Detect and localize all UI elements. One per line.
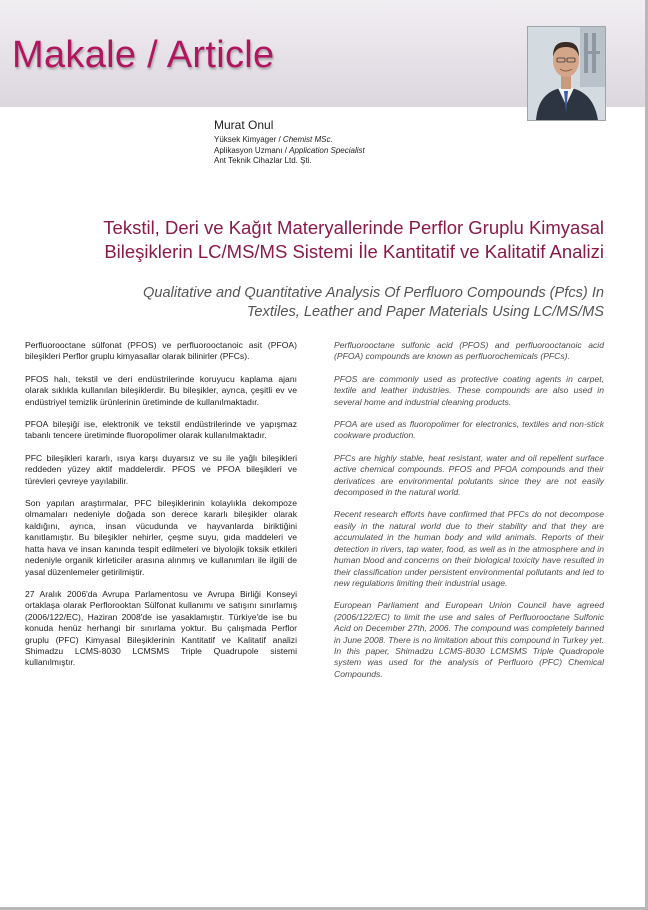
author-role-en: Application Specialist bbox=[289, 145, 365, 155]
author-role-tr: Aplikasyon Uzmanı / bbox=[214, 145, 290, 155]
body-en-paragraph: PFOS are commonly used as protective coating agents in carpet, textile and leather industries. These compounds are also used in several home and industrial cleaning products. bbox=[334, 373, 604, 407]
body-tr-paragraph: Perfluorooctane sülfonat (PFOS) ve perfluorooctanoic asit (PFOA) bileşikleri Perflor gruplu kimyasallar olarak bilinirler (PFCs). bbox=[25, 340, 297, 362]
body-tr-paragraph: Son yapılan araştırmalar, PFC bileşiklerinin kolaylıkla dekompoze olmamaları nedeniyle doğada son derece kararlı bileşikler olarak kaldığını, ayrıca, insan vücudunda ve hayvanlarda biriktiğini kanıtlamıştır. Bu bileşikler nehirler, çeşme suyu, gıda maddeleri ve hatta hava ve insan kanında tespit edilmeleri ve biyolojik toksik etkileri nedeniyle organik kirleticiler arasına alınmış ve kullanımları ile ilgili de yasal düzenlemeler getirilmiştir. bbox=[25, 498, 297, 577]
body-en-paragraph: PFOA are used as fluoropolimer for electronics, textiles and non-stick cookware production. bbox=[334, 419, 604, 441]
body-tr-paragraph: PFC bileşikleri kararlı, ısıya karşı duyarsız ve su ile yağlı bileşikleri reddeden yüzey aktif maddelerdir. PFOS ve PFOA bileşikleri ve türevleri çevreye yayılabilir. bbox=[25, 452, 297, 486]
article-title-english bbox=[20, 284, 604, 322]
author-name: Murat Onul bbox=[214, 118, 274, 132]
body-en-paragraph: Perfluorooctane sulfonic acid (PFOS) and perfluorooctanoic acid (PFOA) compounds are known as perfluorochemicals (PFCs). bbox=[334, 340, 604, 362]
author-company-line bbox=[214, 156, 514, 167]
article-title-turkish-line-1: Tekstil, Deri ve Kağıt Materyallerinde Perflor Gruplu Kimyasal bbox=[103, 217, 604, 238]
body-tr-paragraph: 27 Aralık 2006'da Avrupa Parlamentosu ve Avrupa Birliği Konseyi ortaklaşa olarak Perflorooktan Sülfonat kullanımı ve satışını sınırlamış (2006/122/EC), Haziran 2008'de ise yasaklamıştır. Türkiye'de ise bu konuda henüz herhangi bir sınırlama yoktur. Bu çalışmada Perflor gruplu (PFC) Kimyasal Bileşiklerinin Kantitatif ve Kalitatif analizi Shimadzu LCMS-8030 LCMSMS Triple Quadrupole sistemi kullanılmıştır. bbox=[25, 588, 297, 668]
body-en-paragraph: European Parliament and European Union Council have agreed (2006/122/EC) to limit the use and sales of Perfluorooctane Sulfonic Acid on December 27th, 2006. The compound was completely banned in June 2008. There is no limitation about this compound in Turkey yet. In this paper, Shimadzu LCMS-8030 LCMSMS Triple Quadropole system was used for the analysis of Perfluoro (PFC) Chemical Compounds. bbox=[334, 600, 604, 679]
header-title: Makale / Article bbox=[12, 34, 275, 76]
author-photo bbox=[527, 26, 606, 121]
body-en-paragraph: Recent research efforts have confirmed that PFCs do not decompose easily in the natural world due to their stability and that they are accumulated in the human body and wild animals. Reports of their detection in rivers, tap water, food, as well as in the atmosphere and in human blood and concerns on their biological toxicity have resulted in their classification under persistent environmental pollutants and led to new regulations limiting their industrial usage. bbox=[334, 509, 604, 588]
body-column-turkish bbox=[25, 340, 297, 680]
article-title-english-line-1: Qualitative and Quantitative Analysis Of Perfluoro Compounds (Pfcs) In bbox=[143, 285, 604, 301]
body-en-paragraph: PFCs are highly stable, heat resistant, water and oil repellent surface active chemical compounds. PFOS and PFOA compounds and their derivatices are environmental polutants since they are not easily decomposed in the natural world. bbox=[334, 452, 604, 498]
author-title-line bbox=[214, 135, 514, 146]
author-block bbox=[214, 118, 514, 167]
article-title-english-line-2: Textiles, Leather and Paper Materials Using LC/MS/MS bbox=[246, 304, 604, 320]
author-role-line bbox=[214, 146, 514, 157]
body-column-english bbox=[334, 340, 604, 691]
author-title-en: Chemist MSc. bbox=[282, 135, 333, 144]
author-title-tr: Yüksek Kimyager / bbox=[214, 135, 283, 144]
body-tr-paragraph: PFOS halı, tekstil ve deri endüstrilerinde koruyucu kaplama ajanı olarak sıklıkla kullanılan bileşiklerdir. Bu bileşikler, ayrıca, çeşitli ev ve endüstriyel temizlik ürünlerinin üretiminde de kullanılmaktadır. bbox=[25, 373, 297, 407]
article-title-turkish-line-2: Bileşiklerin LC/MS/MS Sistemi İle Kantitatif ve Kalitatif Analizi bbox=[104, 241, 604, 262]
body-tr-paragraph: PFOA bileşiği ise, elektronik ve tekstil endüstrilerinde ve yapışmaz tabanlı tencere üretiminde fluoropolimer olarak kullanılmaktadır. bbox=[25, 419, 297, 441]
article-title-turkish bbox=[20, 216, 604, 264]
author-company: Ant Teknik Cihazlar Ltd. Şti. bbox=[214, 156, 312, 165]
